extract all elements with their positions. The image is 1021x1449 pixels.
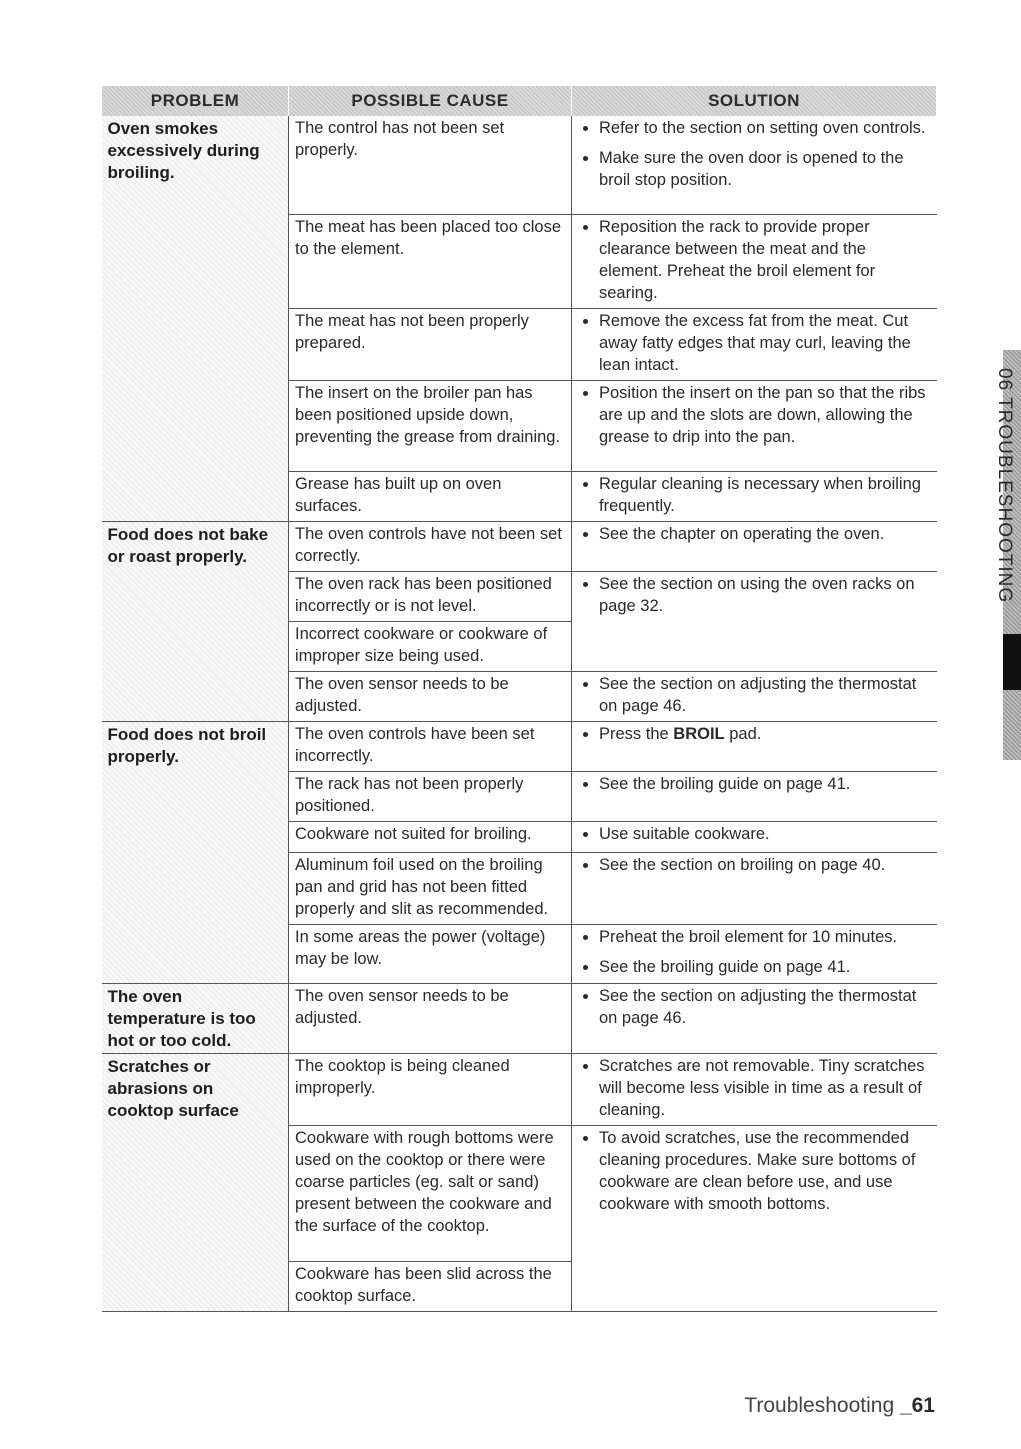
page-number: _61 <box>899 1394 935 1417</box>
header-problem: PROBLEM <box>102 86 289 116</box>
cause-cell: The oven rack has been positioned incorrectly or is not level. <box>289 571 572 621</box>
cause-cell: The meat has not been properly prepared. <box>289 308 572 380</box>
chapter-side-tab <box>985 340 1021 760</box>
solution-cell <box>572 308 937 380</box>
problem-cell: Food does not bake or roast properly. <box>102 521 289 721</box>
cause-cell: The insert on the broiler pan has been positioned upside down, preventing the grease from draining. <box>289 380 572 471</box>
cause-cell: The oven sensor needs to be adjusted. <box>289 983 572 1053</box>
problem-cell: Scratches or abrasions on cooktop surface <box>102 1053 289 1311</box>
broil-prefix: Press the <box>599 724 674 743</box>
problem-cell: The oven temperature is too hot or too cold. <box>102 983 289 1053</box>
broil-suffix: pad. <box>724 724 762 743</box>
solution-item: Refer to the section on setting oven controls. <box>578 117 931 139</box>
solution-cell <box>572 214 937 308</box>
solution-cell <box>572 1125 937 1311</box>
solution-cell <box>572 471 937 521</box>
solution-item: To avoid scratches, use the recommended cleaning procedures. Make sure bottoms of cookware are clean before use, and use cookware with smooth bottoms. <box>578 1127 931 1215</box>
cause-cell: The meat has been placed too close to the element. <box>289 214 572 308</box>
cause-cell: Aluminum foil used on the broiling pan and grid has not been fitted properly and slit as recommended. <box>289 852 572 924</box>
solution-item: See the section on adjusting the thermostat on page 46. <box>578 673 931 717</box>
solution-cell <box>572 671 937 721</box>
cause-cell: Cookware with rough bottoms were used on the cooktop or there were coarse particles (eg. salt or sand) present between the cookware and the surface of the cooktop. <box>289 1125 572 1261</box>
solution-item: See the broiling guide on page 41. <box>578 956 931 978</box>
troubleshooting-table <box>101 86 937 1312</box>
solution-cell <box>572 924 937 983</box>
solution-cell <box>572 983 937 1053</box>
solution-item: Position the insert on the pan so that the ribs are up and the slots are down, allowing the grease to drip into the pan. <box>578 382 931 448</box>
cause-cell: The oven controls have been set incorrectly. <box>289 721 572 771</box>
solution-cell <box>572 771 937 821</box>
cause-cell: The oven controls have not been set correctly. <box>289 521 572 571</box>
solution-item: Make sure the oven door is opened to the broil stop position. <box>578 147 931 191</box>
cause-cell: The cooktop is being cleaned improperly. <box>289 1053 572 1125</box>
solution-item: See the section on adjusting the thermostat on page 46. <box>578 985 931 1029</box>
solution-item: Remove the excess fat from the meat. Cut away fatty edges that may curl, leaving the lean intact. <box>578 310 931 376</box>
solution-cell <box>572 852 937 924</box>
cause-cell: The control has not been set properly. <box>289 116 572 214</box>
header-cause: POSSIBLE CAUSE <box>289 86 572 116</box>
solution-item <box>578 723 931 745</box>
solution-item: See the broiling guide on page 41. <box>578 773 931 795</box>
solution-cell <box>572 521 937 571</box>
solution-cell <box>572 721 937 771</box>
solution-cell <box>572 116 937 214</box>
broil-key: BROIL <box>673 724 725 743</box>
chapter-label: 06 TROUBLESHOOTING <box>994 368 1015 604</box>
cause-cell: In some areas the power (voltage) may be low. <box>289 924 572 983</box>
footer-section: Troubleshooting <box>744 1394 900 1417</box>
table-row <box>102 1053 937 1125</box>
solution-item: Preheat the broil element for 10 minutes. <box>578 926 931 948</box>
cause-cell: Grease has built up on oven surfaces. <box>289 471 572 521</box>
cause-cell: The rack has not been properly positioned. <box>289 771 572 821</box>
table-row <box>102 721 937 771</box>
solution-item: Regular cleaning is necessary when broiling frequently. <box>578 473 931 517</box>
solution-item: Reposition the rack to provide proper clearance between the meat and the element. Preheat the broil element for searing. <box>578 216 931 304</box>
solution-item: See the chapter on operating the oven. <box>578 523 931 545</box>
solution-cell <box>572 1053 937 1125</box>
cause-cell: Incorrect cookware or cookware of improper size being used. <box>289 621 572 671</box>
solution-item: See the section on using the oven racks on page 32. <box>578 573 931 617</box>
cause-cell: Cookware has been slid across the cooktop surface. <box>289 1261 572 1311</box>
problem-cell: Food does not broil properly. <box>102 721 289 983</box>
table-header-row <box>102 86 937 116</box>
solution-item: Use suitable cookware. <box>578 823 931 845</box>
solution-cell <box>572 821 937 852</box>
table-row <box>102 116 937 214</box>
table-row <box>102 521 937 571</box>
cause-cell: Cookware not suited for broiling. <box>289 821 572 852</box>
solution-item: Scratches are not removable. Tiny scratches will become less visible in time as a result of cleaning. <box>578 1055 931 1121</box>
header-solution: SOLUTION <box>572 86 937 116</box>
page-footer <box>744 1394 935 1418</box>
solution-item: See the section on broiling on page 40. <box>578 854 931 876</box>
table-row <box>102 983 937 1053</box>
problem-cell: Oven smokes excessively during broiling. <box>102 116 289 521</box>
cause-cell: The oven sensor needs to be adjusted. <box>289 671 572 721</box>
solution-cell <box>572 571 937 671</box>
solution-cell <box>572 380 937 471</box>
